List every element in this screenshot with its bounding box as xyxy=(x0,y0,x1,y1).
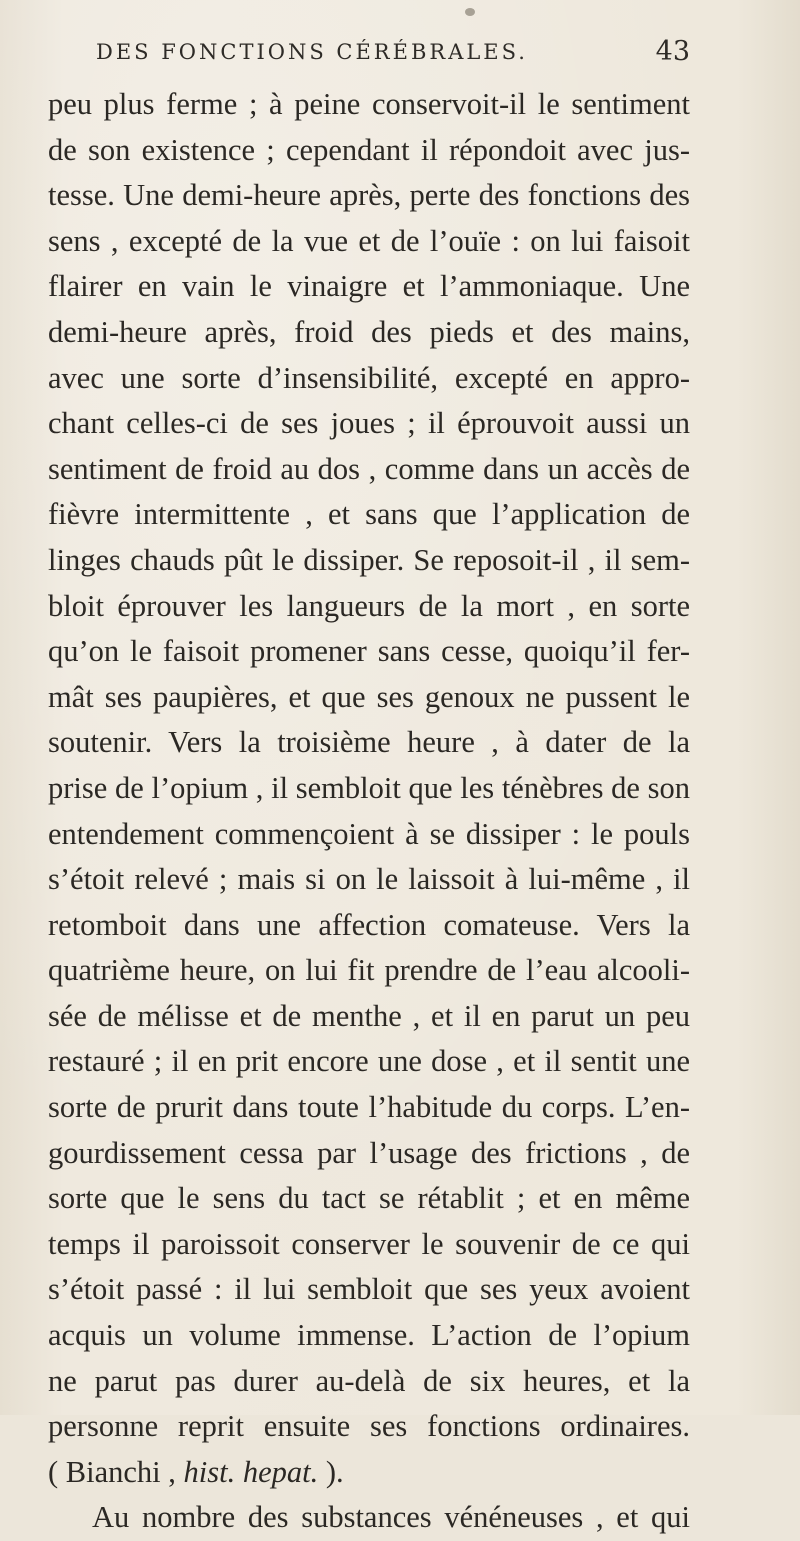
text-line: mât ses paupières, et que ses genoux ne pussent le xyxy=(48,679,690,714)
text-line: de son existence ; cependant il répondoit avec jus- xyxy=(48,132,690,167)
text-line: s’étoit relevé ; mais si on le laissoit à lui-même , il xyxy=(48,862,690,897)
text-line: bloit éprouver les langueurs de la mort , en sorte xyxy=(48,588,690,623)
citation-suffix: ). xyxy=(318,1454,344,1489)
text-line: chant celles-ci de ses joues ; il éprouvoit aussi un xyxy=(48,406,690,441)
text-line: tesse. Une demi-heure après, perte des fonctions des xyxy=(48,178,690,213)
page-number: 43 xyxy=(655,36,690,67)
citation-line xyxy=(48,1450,690,1496)
text-line: linges chauds pût le dissiper. Se reposoit-il , il sem- xyxy=(48,542,690,577)
text-line: ne parut pas durer au-delà de six heures, et la xyxy=(48,1363,690,1398)
text-line: restauré ; il en prit encore une dose , et il sentit une xyxy=(48,1044,690,1079)
text-line: s’étoit passé : il lui sembloit que ses yeux avoient xyxy=(48,1272,690,1307)
text-line: gourdissement cessa par l’usage des frictions , de xyxy=(48,1135,690,1170)
paragraph-start-line: Au nombre des substances vénéneuses , et qui xyxy=(92,1500,690,1535)
text-line: quatrième heure, on lui fit prendre de l’eau alcooli- xyxy=(48,953,690,988)
text-line: flairer en vain le vinaigre et l’ammoniaque. Une xyxy=(48,269,690,304)
text-line: personne reprit ensuite ses fonctions ordinaires. xyxy=(48,1409,690,1444)
text-line: peu plus ferme ; à peine conservoit-il le sentiment xyxy=(48,87,690,121)
text-line: sorte de prurit dans toute l’habitude du corps. L’en- xyxy=(48,1090,690,1125)
text-line: fièvre intermittente , et sans que l’application de xyxy=(48,497,690,532)
text-line: soutenir. Vers la troisième heure , à dater de la xyxy=(48,725,690,760)
body-text xyxy=(48,82,690,1541)
text-line: sentiment de froid au dos , comme dans un accès de xyxy=(48,451,690,486)
text-line: temps il paroissoit conserver le souvenir de ce qui xyxy=(48,1226,690,1261)
text-line: sens , excepté de la vue et de l’ouïe : on lui faisoit xyxy=(48,223,690,258)
text-line: acquis un volume immense. L’action de l’opium xyxy=(48,1318,690,1353)
text-line: sorte que le sens du tact se rétablit ; et en même xyxy=(48,1181,690,1216)
running-title: DES FONCTIONS CÉRÉBRALES. xyxy=(96,40,528,64)
text-line: avec une sorte d’insensibilité, excepté en appro- xyxy=(48,360,690,395)
text-line: sée de mélisse et de menthe , et il en parut un peu xyxy=(48,998,690,1033)
text-line: retomboit dans une affection comateuse. Vers la xyxy=(48,907,690,942)
ink-mark xyxy=(465,8,475,16)
page-header xyxy=(96,36,690,74)
text-line: entendement commençoient à se dissiper : le pouls xyxy=(48,816,690,851)
text-line: prise de l’opium , il sembloit que les ténèbres de son xyxy=(48,770,690,805)
citation-prefix: ( Bianchi , xyxy=(48,1454,184,1489)
citation-source: hist. hepat. xyxy=(183,1454,319,1489)
text-line: demi-heure après, froid des pieds et des mains, xyxy=(48,314,690,349)
text-line: qu’on le faisoit promener sans cesse, quoiqu’il fer- xyxy=(48,634,690,669)
